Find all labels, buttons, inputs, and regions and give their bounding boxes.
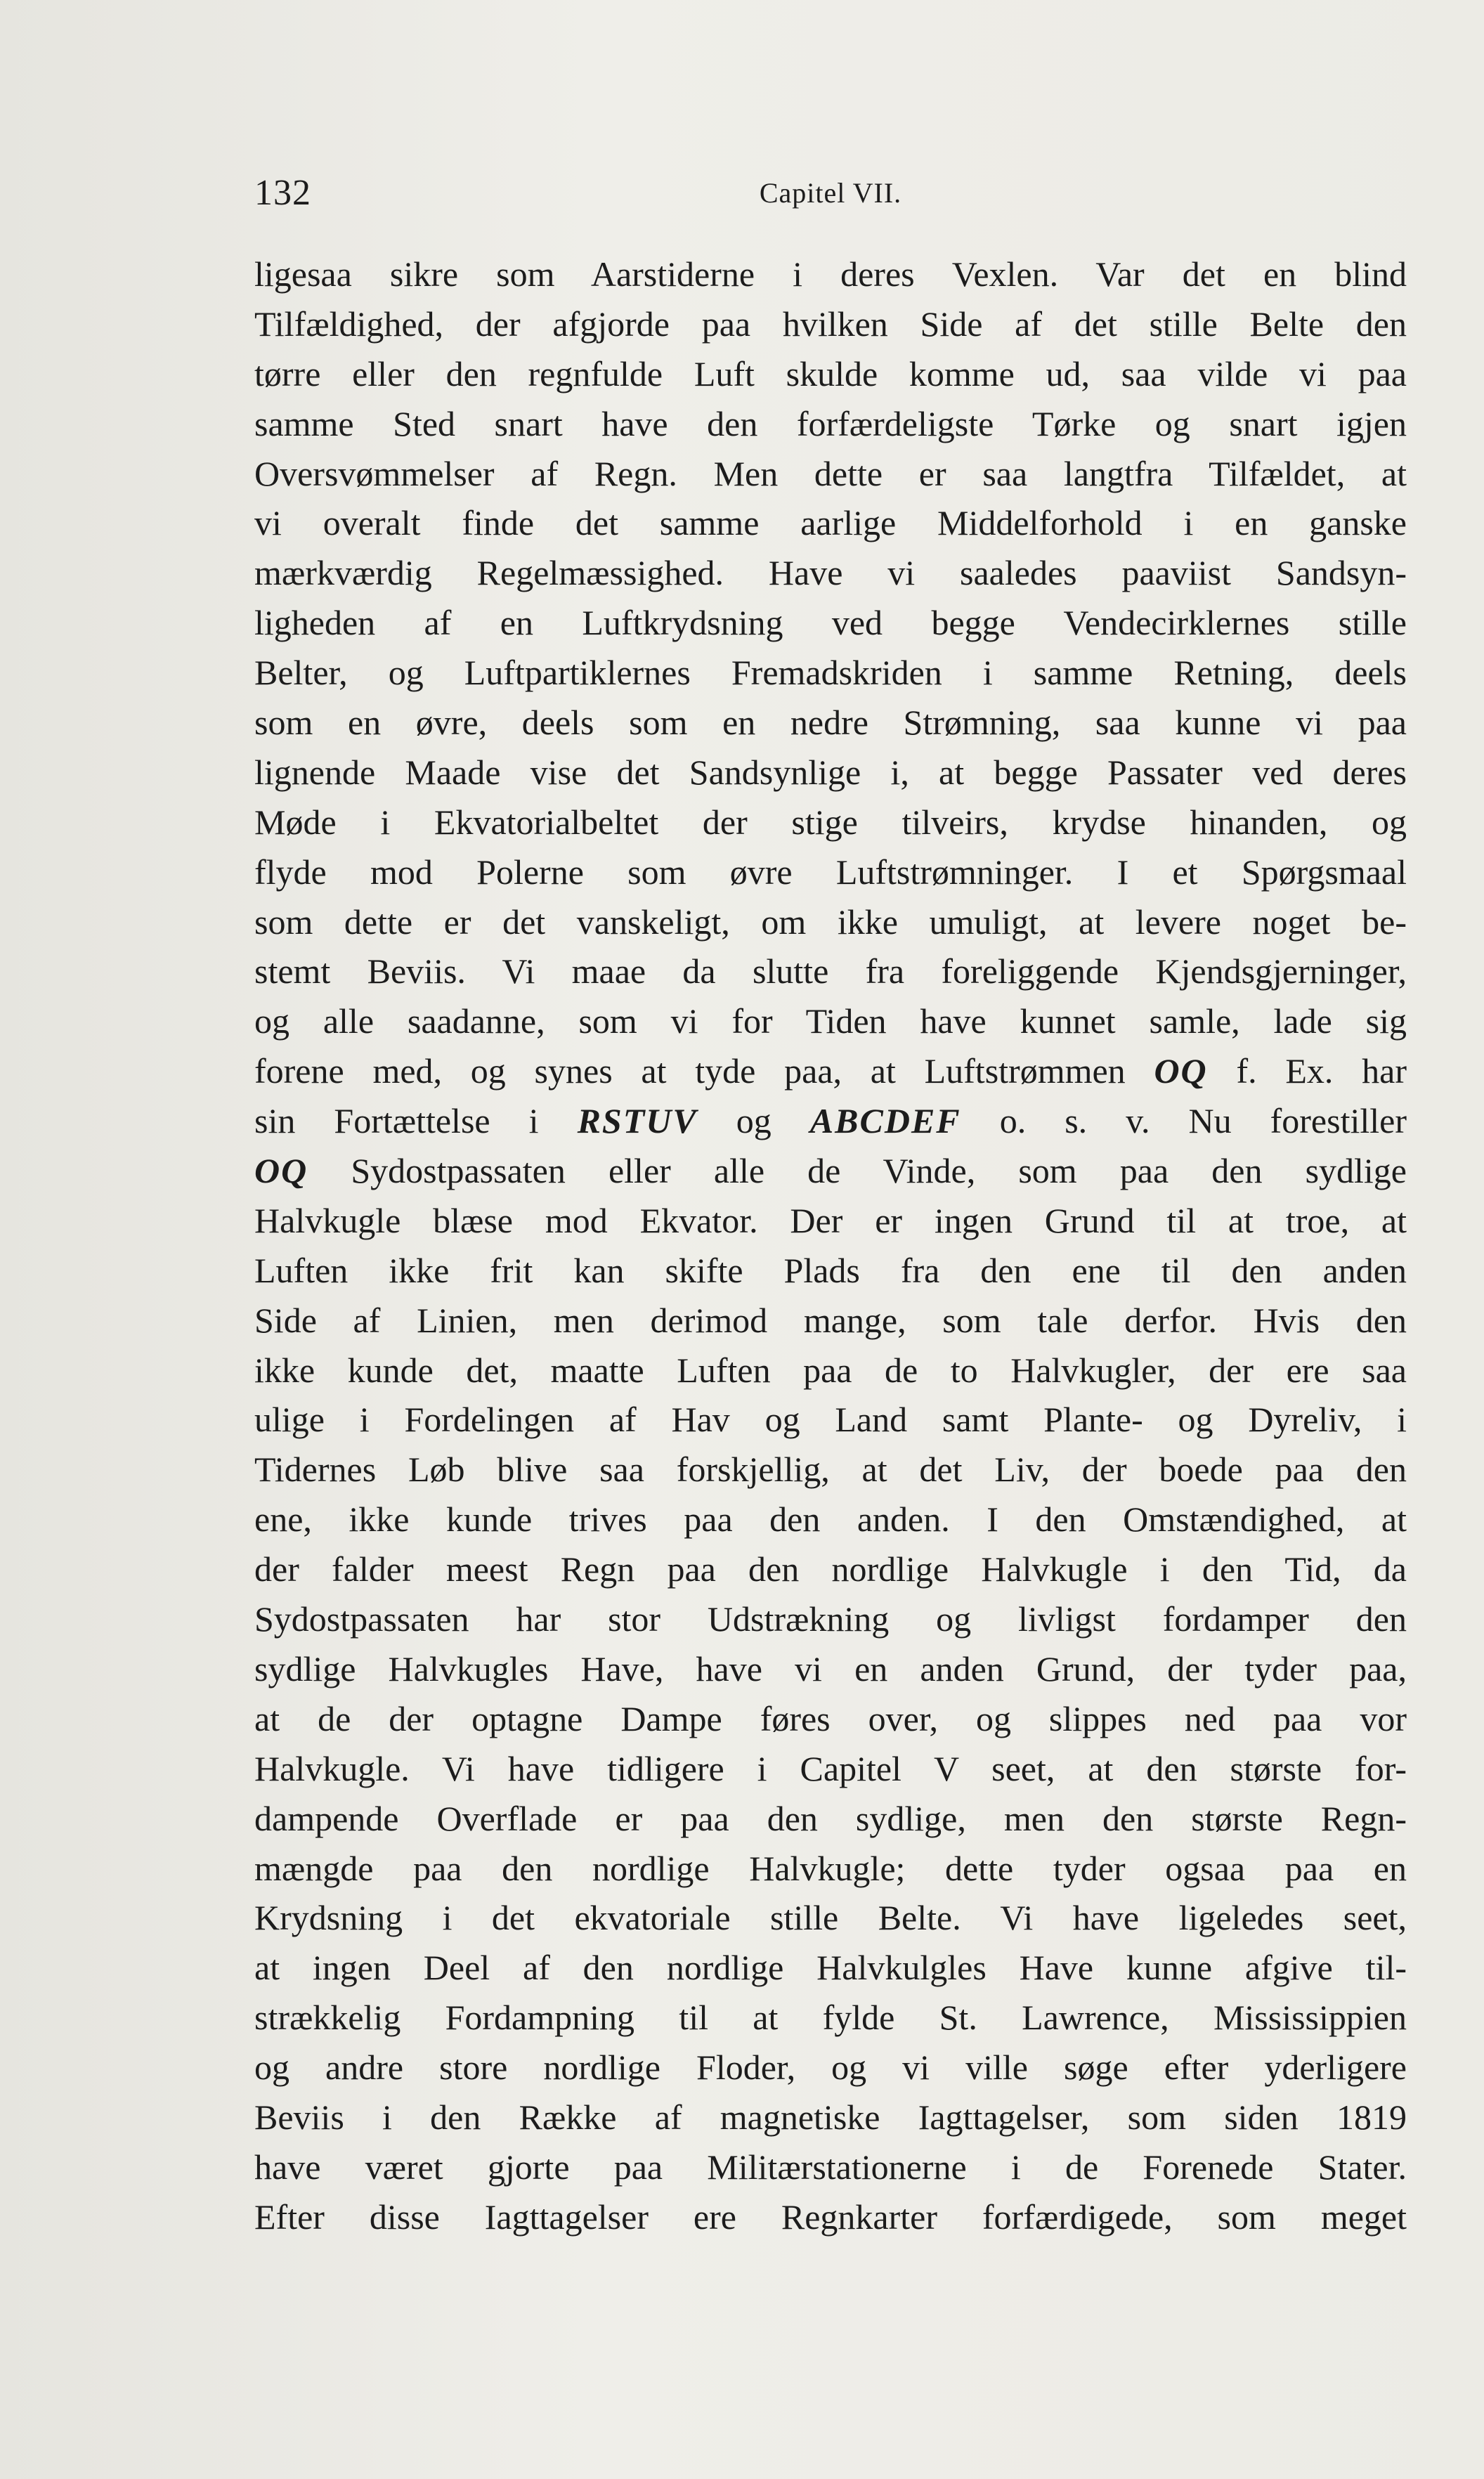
- text-line: strækkelig Fordampning til at fylde St. Lawrence, Mississippien: [254, 1998, 1407, 2038]
- text-line: mærkværdig Regelmæssighed. Have vi saaledes paaviist Sandsyn-: [254, 553, 1407, 593]
- text-segment: sin Fortættelse i: [254, 1101, 539, 1141]
- text-line: som dette er det vanskeligt, om ikke umuligt, at levere noget be-: [254, 902, 1407, 942]
- page-number: 132: [254, 173, 311, 213]
- text-line: som en øvre, deels som en nedre Strømning, saa kunne vi paa: [254, 703, 1407, 743]
- text-line: have været gjorte paa Militærstationerne i de Forenede Stater.: [254, 2147, 1407, 2187]
- text-segment: o. s. v. Nu forestiller: [999, 1101, 1407, 1141]
- text-line: [254, 1046, 1407, 1096]
- running-head: Capitel VII.: [759, 177, 902, 209]
- text-line: sydlige Halvkugles Have, have vi en anden Grund, der tyder paa,: [254, 1648, 1407, 1689]
- text-line: ligheden af en Luftkrydsning ved begge Vendecirklernes stille: [254, 603, 1407, 643]
- text-line: Tidernes Løb blive saa forskjellig, at det Liv, der boede paa den: [254, 1450, 1407, 1490]
- text-segment: Sydostpassaten eller alle de Vinde, som paa den sydlige: [351, 1151, 1407, 1191]
- text-line: tørre eller den regnfulde Luft skulde komme ud, saa vilde vi paa: [254, 353, 1407, 393]
- text-line: og alle saadanne, som vi for Tiden have kunnet samle, lade sig: [254, 1001, 1407, 1041]
- text-segment: f. Ex. har: [1236, 1051, 1407, 1091]
- text-line: stemt Beviis. Vi maae da slutte fra foreliggende Kjendsgjerninger,: [254, 951, 1407, 991]
- text-line: Sydostpassaten har stor Udstrækning og livligst fordamper den: [254, 1599, 1407, 1639]
- text-line: flyde mod Polerne som øvre Luftstrømninger. I et Spørgsmaal: [254, 852, 1407, 892]
- text-line: Oversvømmelser af Regn. Men dette er saa langtfra Tilfældet, at: [254, 453, 1407, 493]
- page-header: [254, 172, 1407, 221]
- text-line: mængde paa den nordlige Halvkugle; dette tyder ogsaa paa en: [254, 1848, 1407, 1888]
- text-line: Belter, og Luftpartiklernes Fremadskriden i samme Retning, deels: [254, 653, 1407, 693]
- text-line: Side af Linien, men derimod mange, som tale derfor. Hvis den: [254, 1300, 1407, 1340]
- text-line: at ingen Deel af den nordlige Halvkulgles Have kunne afgive til-: [254, 1948, 1407, 1988]
- text-line: lignende Maade vise det Sandsynlige i, at begge Passater ved deres: [254, 752, 1407, 792]
- text-line: Krydsning i det ekvatoriale stille Belte. Vi have ligeledes seet,: [254, 1898, 1407, 1938]
- text-line: [254, 1096, 1407, 1146]
- text-line: ene, ikke kunde trives paa den anden. I den Omstændighed, at: [254, 1499, 1407, 1540]
- text-line: at de der optagne Dampe føres over, og slippes ned paa vor: [254, 1698, 1407, 1738]
- text-line: der falder meest Regn paa den nordlige Halvkugle i den Tid, da: [254, 1549, 1407, 1589]
- text-line: Tilfældighed, der afgjorde paa hvilken Side af det stille Belte den: [254, 304, 1407, 344]
- text-segment: og: [736, 1101, 772, 1141]
- text-line: Halvkugle. Vi have tidligere i Capitel V seet, at den største for-: [254, 1748, 1407, 1788]
- text-line: [254, 1146, 1407, 1196]
- text-segment: forene med, og synes at tyde paa, at Luftstrømmen: [254, 1051, 1126, 1091]
- text-line: ikke kunde det, maatte Luften paa de to Halvkugler, der ere saa: [254, 1350, 1407, 1390]
- symbol-label: ABCDEF: [809, 1101, 961, 1141]
- text-line: ligesaa sikre som Aarstiderne i deres Vexlen. Var det en blind: [254, 254, 1407, 294]
- symbol-label: RSTUV: [577, 1101, 698, 1141]
- text-line: Møde i Ekvatorialbeltet der stige tilveirs, krydse hinanden, og: [254, 802, 1407, 842]
- text-line: vi overalt finde det samme aarlige Middelforhold i en ganske: [254, 503, 1407, 543]
- text-line: og andre store nordlige Floder, og vi ville søge efter yderligere: [254, 2048, 1407, 2088]
- text-line: Beviis i den Række af magnetiske Iagttagelser, som siden 1819: [254, 2097, 1407, 2137]
- text-line: ulige i Fordelingen af Hav og Land samt Plante- og Dyreliv, i: [254, 1400, 1407, 1440]
- body-text: [254, 249, 1407, 2242]
- symbol-label: OQ: [1154, 1051, 1208, 1091]
- text-line: samme Sted snart have den forfærdeligste Tørke og snart igjen: [254, 403, 1407, 443]
- text-line: Halvkugle blæse mod Ekvator. Der er ingen Grund til at troe, at: [254, 1200, 1407, 1240]
- text-line: dampende Overflade er paa den sydlige, men den største Regn-: [254, 1798, 1407, 1838]
- text-line: Efter disse Iagttagelser ere Regnkarter forfærdigede, som meget: [254, 2197, 1407, 2237]
- symbol-label: OQ: [254, 1151, 308, 1191]
- text-line: Luften ikke frit kan skifte Plads fra den ene til den anden: [254, 1250, 1407, 1290]
